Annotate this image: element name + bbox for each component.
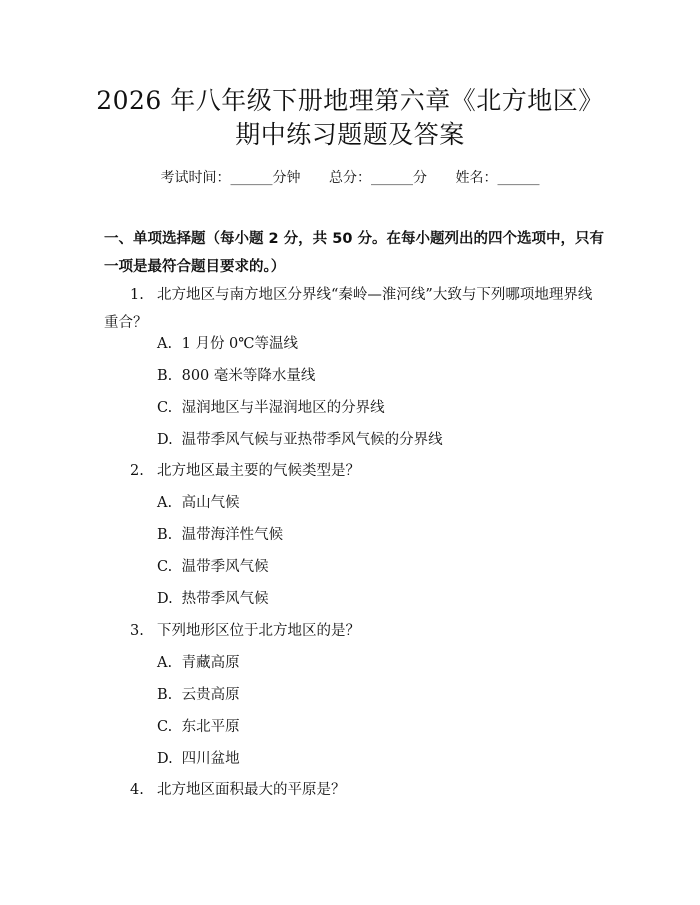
option-text: 青藏高原 (181, 655, 240, 671)
option-letter: A. (157, 336, 173, 352)
question-3-option-d (157, 749, 577, 769)
question-3-option-c (157, 717, 577, 737)
question-text: 北方地区与南方地区分界线“秦岭—淮河线”大致与下列哪项地理界线重合？ (104, 287, 593, 331)
option-letter: A. (157, 495, 173, 511)
question-1-option-b (157, 366, 577, 386)
question-4 (104, 776, 604, 804)
question-text: 北方地区面积最大的平原是？ (157, 782, 346, 798)
exam-time-field: 考试时间：______分钟 (160, 170, 301, 186)
option-letter: A. (157, 655, 173, 671)
option-letter: B. (157, 687, 173, 703)
question-number: 2. (130, 463, 144, 479)
option-text: 云贵高原 (181, 687, 240, 703)
option-letter: D. (157, 432, 173, 448)
option-text: 湿润地区与半湿润地区的分界线 (181, 400, 385, 416)
option-text: 温带海洋性气候 (181, 527, 284, 543)
option-letter: C. (157, 719, 173, 735)
question-2 (104, 457, 604, 485)
option-letter: D. (157, 591, 173, 607)
question-2-option-a (157, 493, 577, 513)
option-text: 1 月份 0℃等温线 (181, 336, 298, 352)
option-letter: D. (157, 751, 173, 767)
question-3 (104, 617, 604, 645)
exam-info (0, 168, 700, 188)
question-3-option-b (157, 685, 577, 705)
question-2-option-c (157, 557, 577, 577)
option-letter: B. (157, 527, 173, 543)
option-text: 高山气候 (181, 495, 240, 511)
option-text: 四川盆地 (181, 751, 240, 767)
question-1 (104, 281, 604, 337)
question-number: 4. (130, 782, 144, 798)
question-1-option-a (157, 334, 577, 354)
student-name-field: 姓名：______ (455, 170, 540, 186)
question-number: 3. (130, 623, 144, 639)
section-heading: 一、单项选择题（每小题 2 分，共 50 分。在每小题列出的四个选项中，只有一项是最符合题目要求的。） (104, 231, 604, 275)
question-1-option-d (157, 430, 577, 450)
question-text: 下列地形区位于北方地区的是？ (157, 623, 360, 639)
question-2-option-b (157, 525, 577, 545)
document-title-line-1: 2026 年八年级下册地理第六章《北方地区》 (96, 86, 604, 115)
option-text: 800 毫米等降水量线 (181, 368, 316, 384)
option-text: 温带季风气候与亚热带季风气候的分界线 (181, 432, 443, 448)
option-text: 东北平原 (181, 719, 240, 735)
exam-score-field: 总分：______分 (329, 170, 427, 186)
option-letter: C. (157, 400, 173, 416)
option-text: 热带季风气候 (181, 591, 269, 607)
question-2-option-d (157, 589, 577, 609)
question-number: 1. (130, 287, 144, 303)
option-letter: C. (157, 559, 173, 575)
question-3-option-a (157, 653, 577, 673)
question-1-option-c (157, 398, 577, 418)
option-text: 温带季风气候 (181, 559, 269, 575)
question-text: 北方地区最主要的气候类型是？ (157, 463, 360, 479)
document-title-line-2: 期中练习题题及答案 (235, 120, 465, 149)
option-letter: B. (157, 368, 173, 384)
